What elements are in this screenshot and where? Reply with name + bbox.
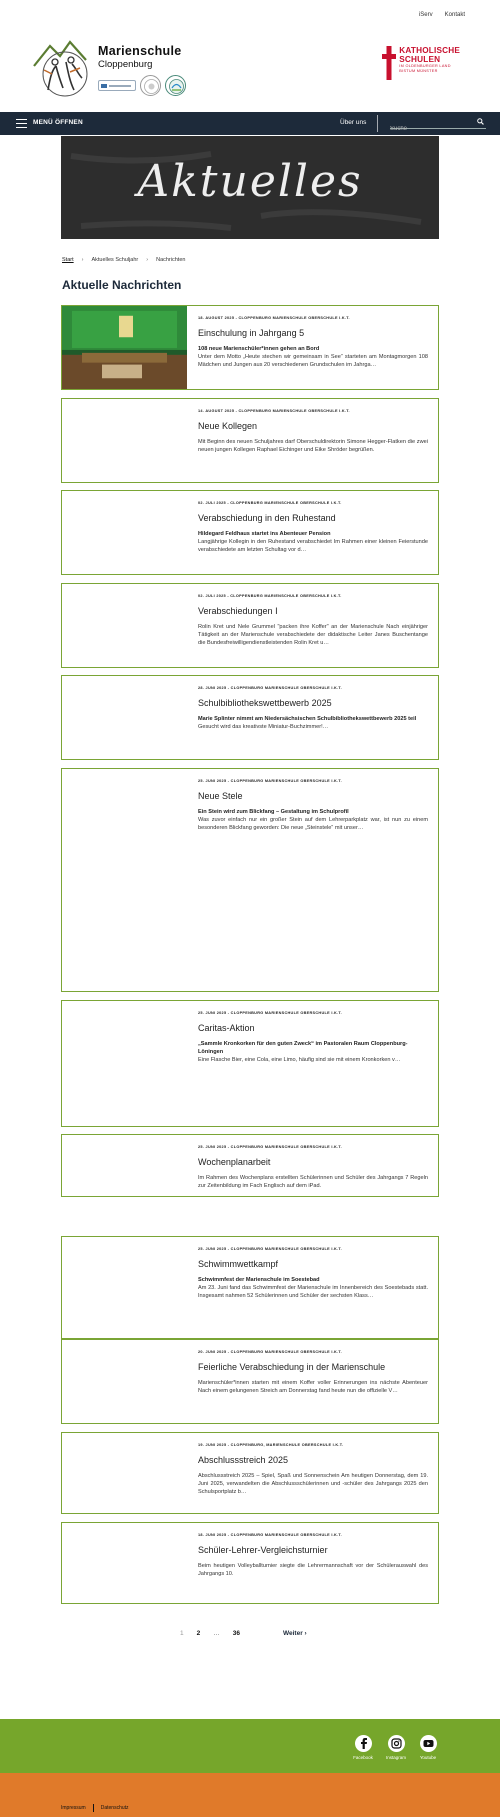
page-last-link[interactable]: 36: [232, 1630, 240, 1637]
news-meta: 20. JUNI 2025 - CLOPPENBURG MARIENSCHULE OBERSCHULE I.K.T.: [198, 1350, 342, 1354]
breadcrumb: [62, 257, 185, 263]
news-meta: 28. JUNI 2025 - CLOPPENBURG MARIENSCHULE OBERSCHULE I.K.T.: [198, 686, 342, 690]
search-box: [390, 117, 486, 129]
news-card[interactable]: [61, 398, 439, 483]
footer-social: [0, 1719, 500, 1773]
next-page-button[interactable]: [283, 1630, 307, 1637]
ks-line2: SCHULEN: [399, 55, 441, 64]
menu-open-button[interactable]: MENÜ ÖFFNEN: [33, 119, 83, 126]
news-meta: 14. AUGUST 2025 - CLOPPENBURG MARIENSCHULE OBERSCHULE I.K.T.: [198, 409, 350, 413]
page-2-link[interactable]: 2: [196, 1630, 201, 1637]
footer-links: [61, 1804, 129, 1812]
news-excerpt: Unter dem Motto „Heute stechen wir gemeinsam in See“ starteten am Montagmorgen 108 Mädchen und Jungen aus 20 verschiedenen Grundschulen im Jahrga…: [198, 354, 428, 368]
footer-divider: [93, 1804, 94, 1812]
youtube-icon: [420, 1735, 437, 1752]
news-subtitle: Hildegard Feldhaus startet ins Abenteuer Pension: [198, 531, 331, 537]
hero-title: Aktuelles: [137, 156, 363, 207]
news-excerpt: Abschlussstreich 2025 – Spiel, Spaß und Sonnenschein Am heutigen Donnerstag, dem 19. Juni 2025, verwandelten die Abschlussschülerinnen und -schüler des Jahrgangs 2025 den Schulsportplatz b…: [198, 1473, 428, 1495]
news-card[interactable]: [61, 1236, 439, 1339]
instagram-icon: [388, 1735, 405, 1752]
news-title[interactable]: Neue Stele: [198, 791, 243, 801]
page-1-link[interactable]: 1: [180, 1630, 184, 1637]
ks-line1: KATHOLISCHE: [399, 46, 460, 55]
instagram-link[interactable]: [381, 1735, 411, 1760]
pagination: [180, 1630, 307, 1637]
news-title[interactable]: Neue Kollegen: [198, 421, 258, 431]
news-card[interactable]: [61, 1000, 439, 1127]
cross-icon: [382, 46, 396, 80]
news-subtitle: Schwimmfest der Marienschule im Soestebad: [198, 1277, 320, 1283]
youtube-link[interactable]: [413, 1735, 443, 1760]
breadcrumb-start[interactable]: Start: [62, 257, 74, 263]
news-excerpt: Was zuvor einfach nur ein großer Stein auf dem Lehrerparkplatz war, ist nun zu einem besonderen Blickfang geworden: Die neue „Steinstele“ mit unser…: [198, 817, 428, 831]
school-name-title: Marienschule: [98, 44, 182, 58]
news-card[interactable]: [61, 1522, 439, 1604]
news-title[interactable]: Einschulung in Jahrgang 5: [198, 328, 305, 338]
news-excerpt: Am 23. Juni fand das Schwimmfest der Marienschule im Innenbereich des Soestebads statt. Insgesamt nahmen 52 Schülerinnen und Schüler der sechsten Klass…: [198, 1285, 428, 1299]
page-title: Aktuelle Nachrichten: [62, 278, 182, 292]
partner-badge-icon: [98, 80, 136, 91]
news-subtitle: Ein Stein wird zum Blickfang – Gestaltung im Schulprofil: [198, 809, 349, 815]
impressum-link[interactable]: Impressum: [61, 1805, 86, 1811]
news-title[interactable]: Verabschiedung in den Ruhestand: [198, 513, 336, 523]
breadcrumb-aktuelles[interactable]: Aktuelles Schuljahr: [91, 257, 139, 263]
news-title[interactable]: Schulbibliothekswettbewerb 2025: [198, 698, 332, 708]
news-card[interactable]: [61, 675, 439, 760]
news-title[interactable]: Abschlussstreich 2025: [198, 1455, 289, 1465]
news-meta: 25. JUNI 2025 - CLOPPENBURG MARIENSCHULE OBERSCHULE I.K.T.: [198, 1011, 342, 1015]
news-title[interactable]: Verabschiedungen I: [198, 606, 278, 616]
iserv-link[interactable]: iServ: [418, 12, 433, 18]
news-meta: 19. JUNI 2025 - CLOPPENBURG, MARIENSCHULE OBERSCHULE I.K.T.: [198, 1443, 344, 1447]
news-meta: 18. AUGUST 2025 - CLOPPENBURG MARIENSCHULE OBERSCHULE I.K.T.: [198, 316, 350, 320]
pagination-ellipsis: …: [213, 1630, 220, 1637]
news-excerpt: Gesucht wird das kreativste Miniatur-Buchzimmer!…: [198, 724, 329, 730]
news-card[interactable]: [61, 490, 439, 575]
news-excerpt: Mit Beginn des neuen Schuljahres darf Oberschuldirektorin Simone Hegger-Flatken die zwei neuen jungen Kollegen Raphael Eichinger und Eike Shröder begrüßen.: [198, 439, 428, 453]
news-meta: 25. JUNI 2025 - CLOPPENBURG MARIENSCHULE OBERSCHULE I.K.T.: [198, 1145, 342, 1149]
hero-banner: [61, 136, 439, 239]
chevron-right-icon: ›: [81, 257, 84, 263]
news-title[interactable]: Caritas-Aktion: [198, 1023, 255, 1033]
news-excerpt: Eine Flasche Bier, eine Cola, eine Limo, häufig sind sie mit einem Kronkorken v…: [198, 1057, 401, 1063]
news-excerpt: Im Rahmen des Wochenplans erstellten Schülerinnen und Schüler des Jahrgangs 7 Regeln zur Zeitenbildung im Fach Englisch auf dem iPad.: [198, 1175, 428, 1189]
facebook-link[interactable]: [348, 1735, 378, 1760]
news-subtitle: „Sammle Kronkorken für den guten Zweck“ im Pastoralen Raum Cloppenburg-Löningen: [198, 1041, 408, 1055]
hamburger-icon[interactable]: [16, 119, 27, 128]
school-logo[interactable]: [30, 38, 100, 100]
main-navbar: [0, 112, 500, 135]
nav-divider: [377, 115, 378, 132]
news-excerpt: Rolin Kret und Nele Grummel "packen ihre Koffer" an der Marienschule Nach einjähriger Tätigkeit an der Marienschule verabschiedete der didaktische Leiter Janes Buschentange die Bundesfreiwilligendienstleistenden Rolin Kret u…: [198, 624, 428, 646]
news-excerpt: Beim heutigen Volleyballturnier siegte die Lehrermannschaft vor der Schülerauswahl des Jahrgangs 10.: [198, 1563, 428, 1577]
nav-about-link[interactable]: Über uns: [340, 119, 367, 126]
facebook-label: Facebook: [353, 1755, 373, 1760]
breadcrumb-current: Nachrichten: [156, 257, 186, 263]
katholische-schulen-logo[interactable]: [382, 46, 460, 80]
news-card[interactable]: [61, 305, 439, 390]
seal-badge-icon: [140, 75, 161, 96]
school-name[interactable]: [98, 44, 182, 70]
instagram-label: Instagram: [385, 1755, 406, 1760]
partner-badges: [98, 75, 186, 96]
search-input[interactable]: [390, 126, 470, 132]
news-title[interactable]: Schwimmwettkampf: [198, 1259, 279, 1269]
facebook-icon: [355, 1735, 372, 1752]
green-seal-icon: [165, 75, 186, 96]
news-meta: 02. JULI 2025 - CLOPPENBURG MARIENSCHULE OBERSCHULE I.K.T.: [198, 501, 342, 505]
youtube-label: Youtube: [419, 1755, 437, 1760]
news-card[interactable]: [61, 1339, 439, 1424]
news-card[interactable]: [61, 583, 439, 668]
news-card[interactable]: [61, 1432, 439, 1514]
news-meta: 18. JUNI 2025 - CLOPPENBURG MARIENSCHULE OBERSCHULE I.K.T.: [198, 1533, 342, 1537]
chevron-right-icon: ›: [304, 1630, 307, 1637]
search-icon[interactable]: [477, 118, 484, 125]
kontakt-link[interactable]: Kontakt: [444, 12, 465, 18]
news-subtitle: Marie Splinter nimmt am Niedersächsischen Schulbibliothekswettbewerb 2025 teil: [198, 716, 417, 722]
school-name-city: Cloppenburg: [98, 59, 153, 70]
news-card[interactable]: [61, 768, 439, 992]
news-title[interactable]: Schüler-Lehrer-Vergleichsturnier: [198, 1545, 328, 1555]
footer-bottom: [0, 1773, 500, 1817]
chevron-right-icon: ›: [146, 257, 149, 263]
datenschutz-link[interactable]: Datenschutz: [100, 1805, 129, 1811]
news-image[interactable]: [62, 306, 187, 389]
top-links: [0, 0, 500, 30]
ks-logo-text: [399, 46, 460, 73]
next-page-label: Weiter: [282, 1630, 303, 1637]
ks-line4: BISTUM MÜNSTER: [399, 68, 438, 73]
news-meta: 25. JUNI 2025 - CLOPPENBURG MARIENSCHULE OBERSCHULE I.K.T.: [198, 1247, 342, 1251]
site-header: [0, 30, 500, 112]
ks-line3: IM OLDENBURGER LAND: [399, 64, 451, 68]
news-title[interactable]: Feierliche Verabschiedung in der Marienschule: [198, 1362, 386, 1372]
news-subtitle: 108 neue Marienschüler*innen gehen an Bord: [198, 346, 320, 352]
news-title[interactable]: Wochenplanarbeit: [198, 1157, 271, 1167]
news-meta: 25. JUNI 2025 - CLOPPENBURG MARIENSCHULE OBERSCHULE I.K.T.: [198, 779, 342, 783]
news-meta: 02. JULI 2025 - CLOPPENBURG MARIENSCHULE OBERSCHULE I.K.T.: [198, 594, 342, 598]
news-card[interactable]: [61, 1134, 439, 1197]
news-excerpt: Marienschüler*innen starten mit einem Koffer voller Erinnerungen ins nächste Abenteuer Nach einem gelungenen Streich am Donnerstag fand heute nun die offizielle V…: [198, 1380, 428, 1394]
news-excerpt: Langjährige Kollegin in den Ruhestand verabschiedet Im Rahmen einer kleinen Feierstunde verabschiedete am letzten Schultag vor d…: [198, 539, 428, 553]
